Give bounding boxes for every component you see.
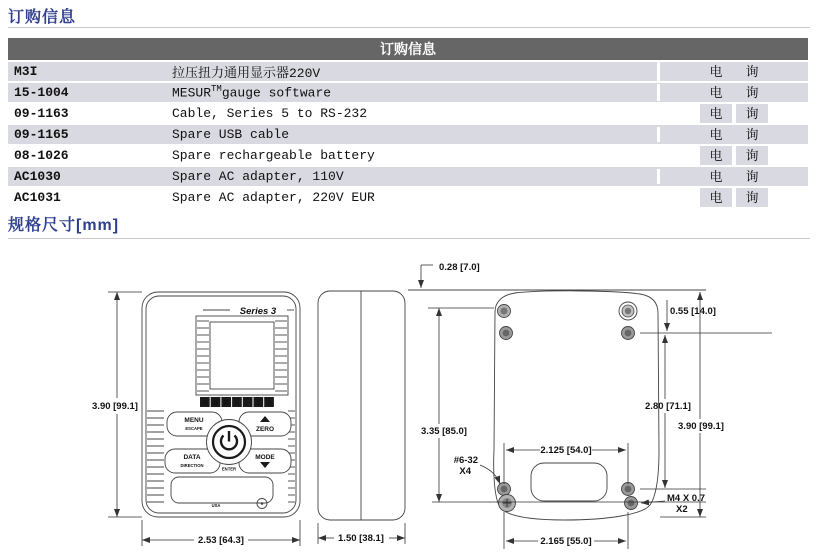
phone-inquiry-link[interactable]: 电 [700, 167, 732, 186]
side-view-drawing [318, 291, 405, 544]
brand-letter: 1 [256, 399, 261, 407]
quote-inquiry-link[interactable]: 询 [736, 146, 768, 165]
part-number-cell: 09-1165 [14, 127, 69, 142]
direction-label: DIRECTION [180, 463, 204, 468]
table-row [8, 146, 808, 165]
back-dimensions [421, 262, 772, 549]
back-height-dimension: 3.90 [99.1] [678, 421, 724, 432]
menu-label: MENU [184, 417, 204, 424]
back-top-offset-dimension: 0.28 [7.0] [439, 262, 480, 273]
row-tail [768, 104, 808, 123]
description-cell: Spare USB cable [172, 127, 660, 142]
quote-inquiry-link[interactable]: 询 [736, 125, 768, 144]
phone-inquiry-link[interactable]: 电 [700, 83, 732, 102]
escape-label: ESCAPE [185, 426, 203, 431]
description-cell: Spare AC adapter, 220V EUR [172, 190, 660, 205]
description-cell: Spare AC adapter, 110V [172, 169, 660, 184]
table-row [8, 125, 808, 144]
phone-inquiry-link[interactable]: 电 [700, 62, 732, 81]
front-view-drawing [142, 292, 300, 517]
enter-label: ENTER [221, 466, 237, 472]
brand-letter: A [213, 399, 219, 407]
row-tail [768, 146, 808, 165]
screw-icon [498, 483, 511, 496]
dimensions-diagram [0, 248, 824, 558]
brand-letter: K [234, 399, 240, 407]
row-tail [768, 125, 808, 144]
phone-inquiry-link[interactable]: 电 [700, 188, 732, 207]
data-label: DATA [183, 454, 201, 461]
screw-icon [622, 327, 635, 340]
description-cell: Spare rechargeable battery [172, 148, 660, 163]
series-label: Series 3 [239, 306, 277, 317]
brand-letter: M [201, 399, 208, 407]
quote-inquiry-link[interactable]: 询 [736, 62, 768, 81]
ordering-table [8, 38, 808, 209]
row-spacer [660, 188, 700, 207]
brand-letter: 0 [267, 399, 272, 407]
table-row [8, 167, 808, 186]
back-screw-offset-dimension: 0.55 [14.0] [670, 306, 716, 317]
row-tail [768, 62, 808, 81]
phone-inquiry-link[interactable]: 电 [700, 146, 732, 165]
row-tail [768, 167, 808, 186]
phone-inquiry-link[interactable]: 电 [700, 104, 732, 123]
table-header: 订购信息 [8, 38, 808, 60]
zero-label: ZERO [255, 426, 275, 433]
quote-inquiry-link[interactable]: 询 [736, 104, 768, 123]
washer-screw-icon [619, 302, 637, 320]
phone-inquiry-link[interactable]: 电 [700, 125, 732, 144]
table-body [8, 62, 808, 207]
part-number-cell: AC1030 [14, 169, 61, 184]
thread-spec-side: M4 X 0.7 [667, 493, 706, 504]
brand-letter: R [223, 399, 229, 407]
brand-logo [200, 397, 274, 407]
table-row [8, 62, 808, 81]
back-screw-hspan-dimension: 2.125 [54.0] [540, 445, 592, 456]
row-spacer [660, 125, 700, 144]
description-cell: Cable, Series 5 to RS-232 [172, 106, 660, 121]
row-spacer [660, 146, 700, 165]
table-row [8, 83, 808, 102]
brand-letter: - [246, 399, 249, 407]
row-spacer [660, 104, 700, 123]
row-spacer [660, 62, 700, 81]
specs-section-title: 规格尺寸[mm] [8, 217, 120, 234]
part-number-cell: 09-1163 [14, 106, 69, 121]
quote-inquiry-link[interactable]: 询 [736, 83, 768, 102]
screw-icon [625, 497, 638, 510]
part-number-cell: M3I [14, 64, 38, 79]
thread-spec-side-qty: X2 [676, 504, 688, 515]
thread-spec-top: #6-32 [453, 455, 478, 466]
side-width-dimension: 1.50 [38.1] [338, 533, 384, 544]
back-screw-vspan-dimension: 2.80 [71.1] [645, 401, 691, 412]
row-tail [768, 188, 808, 207]
part-number-cell: AC1031 [14, 190, 61, 205]
label-area [171, 477, 273, 503]
screw-icon [622, 483, 635, 496]
section-divider [8, 27, 810, 28]
row-spacer [660, 83, 700, 102]
part-number-cell: 08-1026 [14, 148, 69, 163]
ordering-section-title: 订购信息 [8, 9, 77, 26]
battery-door [531, 463, 607, 501]
phillips-screw-icon [499, 495, 516, 512]
part-number-cell: 15-1004 [14, 85, 69, 100]
usa-label: USA [211, 503, 221, 508]
mode-label: MODE [255, 454, 275, 461]
front-width-dimension: 2.53 [64.3] [198, 535, 244, 546]
quote-inquiry-link[interactable]: 询 [736, 167, 768, 186]
display-screen [210, 322, 274, 389]
front-height-dimension: 3.90 [99.1] [92, 401, 138, 412]
screw-icon [498, 305, 511, 318]
back-bottom-span-dimension: 2.165 [55.0] [540, 536, 592, 547]
quote-inquiry-link[interactable]: 询 [736, 188, 768, 207]
thread-spec-top-qty: X4 [459, 466, 471, 477]
back-body-height-dimension: 3.35 [85.0] [421, 426, 467, 437]
table-row [8, 104, 808, 123]
row-tail [768, 83, 808, 102]
screw-icon [500, 327, 513, 340]
section-divider [8, 238, 810, 239]
description-cell: 拉压扭力通用显示器220V [172, 62, 660, 81]
row-spacer [660, 167, 700, 186]
description-cell: MESUR™gauge software [172, 84, 660, 100]
table-row [8, 188, 808, 207]
